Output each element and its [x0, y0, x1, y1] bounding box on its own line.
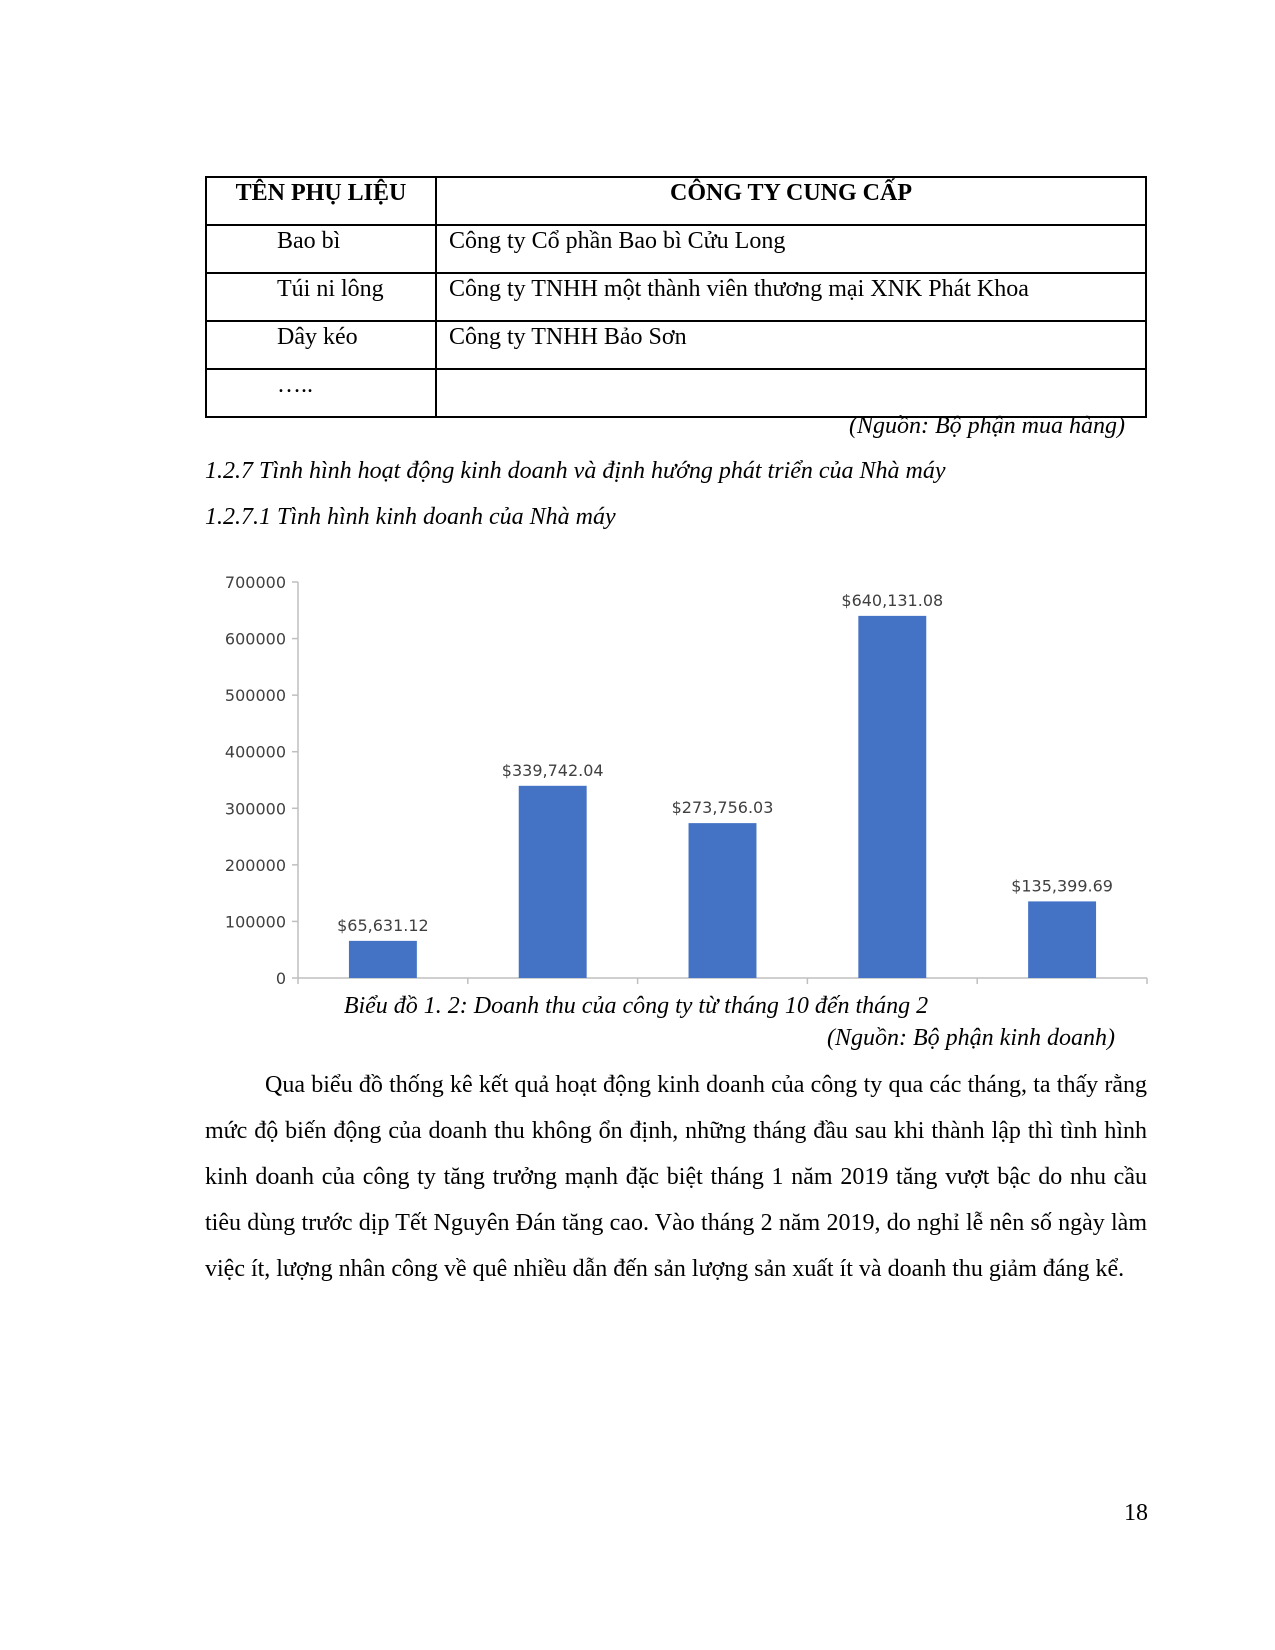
table-cell-material: Túi ni lông — [206, 273, 436, 321]
table-row — [206, 321, 1146, 369]
bar — [858, 616, 926, 978]
y-tick-label: 100000 — [224, 912, 286, 932]
y-tick-label: 200000 — [224, 855, 286, 875]
table-cell-material: Dây kéo — [206, 321, 436, 369]
table-cell-supplier: Công ty TNHH một thành viên thương mại XNK Phát Khoa — [436, 273, 1146, 321]
data-label: $640,131.08 — [841, 590, 944, 610]
data-label: $273,756.03 — [671, 798, 774, 818]
bar — [689, 823, 757, 978]
section-heading: 1.2.7 Tình hình hoạt động kinh doanh và định hướng phát triển của Nhà máy — [205, 458, 946, 484]
table-header-material: TÊN PHỤ LIỆU — [206, 177, 436, 225]
body-paragraph — [205, 1062, 1147, 1292]
table-header-supplier: CÔNG TY CUNG CẤP — [436, 177, 1146, 225]
table-cell-supplier: Công ty TNHH Bảo Sơn — [436, 321, 1146, 369]
bar — [349, 941, 417, 978]
table-row — [206, 225, 1146, 273]
subsection-heading: 1.2.7.1 Tình hình kinh doanh của Nhà máy — [205, 504, 616, 530]
chart-bars — [349, 616, 1096, 978]
table-cell-material: Bao bì — [206, 225, 436, 273]
data-label: $339,742.04 — [501, 760, 604, 780]
table-cell-supplier: Công ty Cổ phần Bao bì Cửu Long — [436, 225, 1146, 273]
data-label: $65,631.12 — [337, 915, 429, 935]
bar — [1028, 901, 1096, 978]
data-label: $135,399.69 — [1011, 876, 1113, 896]
table-source: (Nguồn: Bộ phận mua hàng) — [849, 413, 1125, 439]
y-tick-label: 0 — [275, 969, 286, 988]
y-tick-label: 500000 — [224, 686, 286, 706]
y-tick-label: 400000 — [224, 742, 286, 762]
chart-source: (Nguồn: Bộ phận kinh doanh) — [827, 1025, 1115, 1051]
y-tick-label: 600000 — [224, 629, 286, 649]
bar — [519, 786, 587, 978]
chart-caption: Biểu đồ 1. 2: Doanh thu của công ty từ tháng 10 đến tháng 2 — [343, 993, 929, 1019]
paragraph-text: Qua biểu đồ thống kê kết quả hoạt động kinh doanh của công ty qua các tháng, ta thấy rằng mức độ biến động của doanh thu không ổn định, những tháng đầu sau khi thành lập thì tình hình kinh doanh của công ty tăng trưởng mạnh đặc biệt tháng 1 năm 2019 tăng vượt bậc do nhu cầu tiêu dùng trước dịp Tết Nguyên Đán tăng cao. Vào tháng 2 năm 2019, do nghỉ lễ nên số ngày làm việc ít, lượng nhân công về quê nhiều dẫn đến sản lượng sản xuất ít và doanh thu giảm đáng kể. — [205, 1072, 1147, 1282]
table-cell-supplier — [436, 369, 1146, 417]
table-header-row — [206, 177, 1146, 225]
page-number: 18 — [1124, 1500, 1148, 1526]
y-tick-label: 300000 — [224, 799, 286, 819]
table-row — [206, 369, 1146, 417]
y-tick-label: 700000 — [224, 573, 286, 592]
table-cell-material: ….. — [206, 369, 436, 417]
revenue-bar-chart — [205, 570, 1155, 990]
table-row — [206, 273, 1146, 321]
supplier-table — [205, 176, 1147, 418]
